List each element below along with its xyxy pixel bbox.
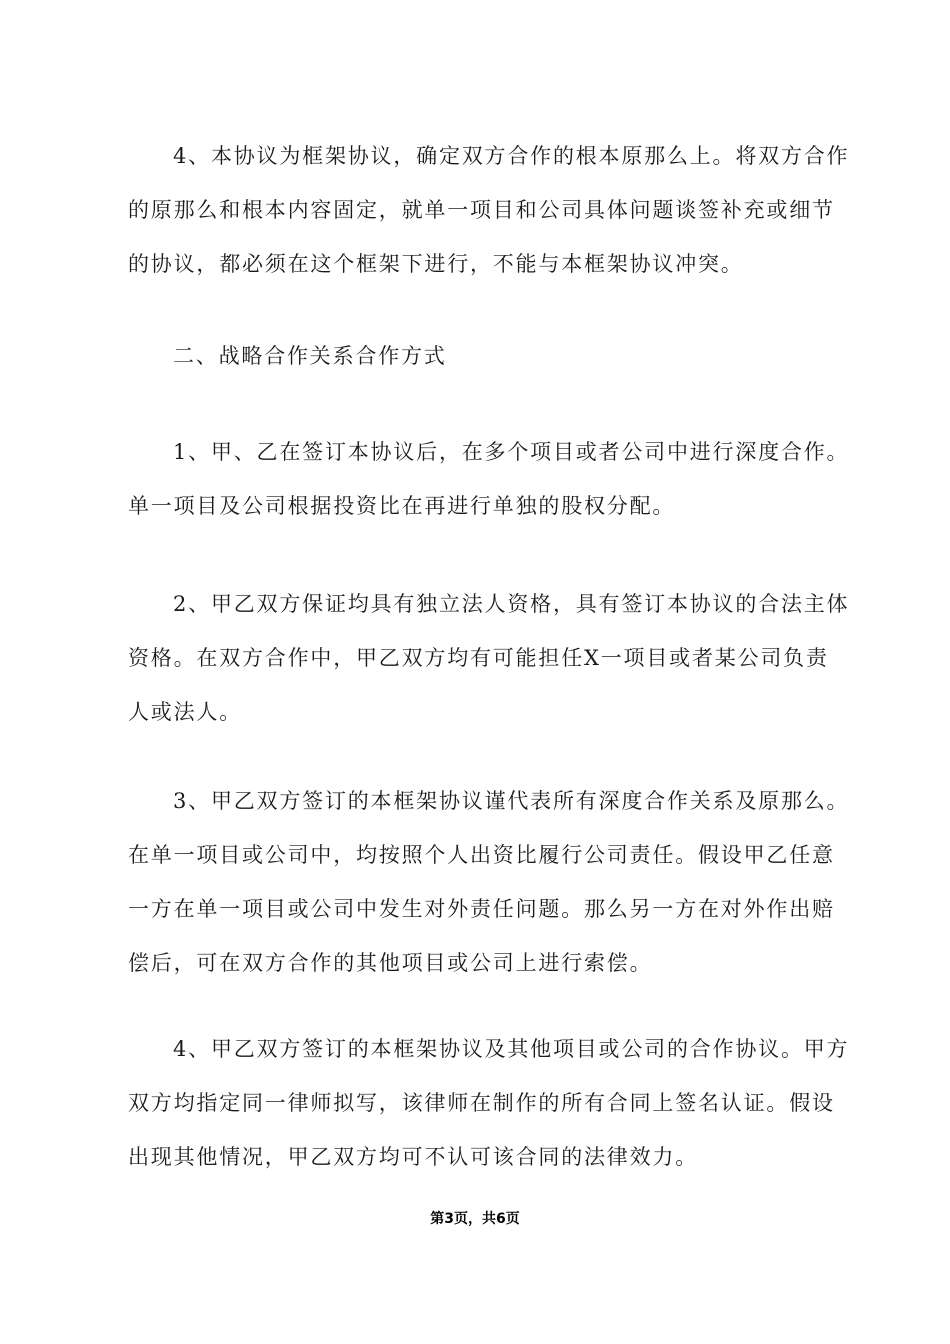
paragraph-line: 3、甲乙双方签订的本框架协议谨代表所有深度合作关系及原那么。 (173, 789, 850, 813)
paragraph-item-2 (128, 577, 850, 739)
paragraph-item-4 (128, 1022, 850, 1184)
section-heading: 二、战略合作关系合作方式 (173, 344, 447, 368)
paragraph-line: 的协议，都必须在这个框架下进行，不能与本框架协议冲突。 (128, 252, 744, 276)
paragraph-line: 在单一项目或公司中，均按照个人出资比履行公司责任。假设甲乙任意 (128, 843, 835, 867)
paragraph-line: 2、甲乙双方保证均具有独立法人资格，具有签订本协议的合法主体 (173, 592, 850, 616)
paragraph-line: 4、甲乙双方签订的本框架协议及其他项目或公司的合作协议。甲方 (173, 1037, 850, 1061)
paragraph-line: 偿后，可在双方合作的其他项目或公司上进行索偿。 (128, 951, 653, 975)
paragraph-item-3 (128, 774, 850, 990)
paragraph-line: 一方在单一项目或公司中发生对外责任问题。那么另一方在对外作出赔 (128, 897, 835, 921)
paragraph-framework-agreement (128, 129, 850, 291)
paragraph-line: 的原那么和根本内容固定，就单一项目和公司具体问题谈签补充或细节 (128, 198, 835, 222)
paragraph-line: 单一项目及公司根据投资比在再进行单独的股权分配。 (128, 494, 676, 518)
paragraph-line: 4、本协议为框架协议，确定双方合作的根本原那么上。将双方合作 (173, 144, 850, 168)
paragraph-line: 出现其他情况，甲乙双方均可不认可该合同的法律效力。 (128, 1145, 698, 1169)
paragraph-line: 资格。在双方合作中，甲乙双方均有可能担任X一项目或者某公司负责 (128, 646, 829, 670)
paragraph-line: 人或法人。 (128, 700, 242, 724)
paragraph-item-1 (128, 425, 850, 533)
page-number-footer: 第3页，共6页 (430, 1211, 520, 1227)
paragraph-line: 1、甲、乙在签订本协议后，在多个项目或者公司中进行深度合作。 (173, 440, 850, 464)
paragraph-line: 双方均指定同一律师拟写，该律师在制作的所有合同上签名认证。假设 (128, 1091, 835, 1115)
